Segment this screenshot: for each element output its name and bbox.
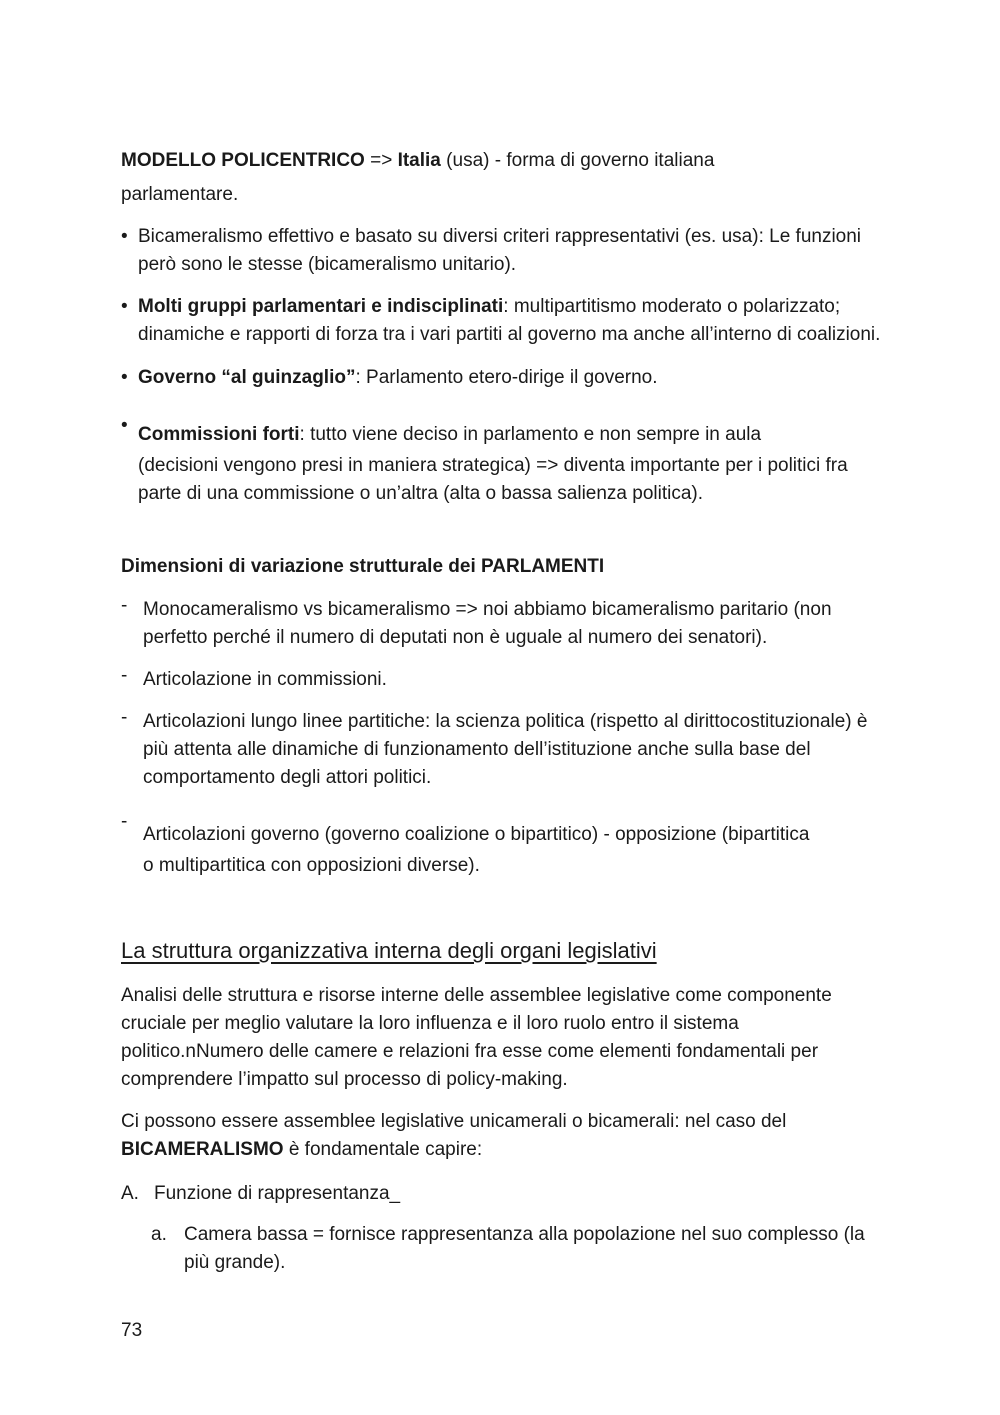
paragraph <box>121 1108 881 1164</box>
dash-text: Articolazione in commissioni. <box>143 669 387 690</box>
dimensions-heading: Dimensioni di variazione strutturale dei PARLAMENTI <box>121 556 605 577</box>
intro-line2: parlamentare. <box>121 184 239 205</box>
list-item <box>121 666 881 694</box>
dash-mark: - <box>121 811 128 832</box>
list-item <box>121 223 881 279</box>
dash-mark: - <box>121 707 128 728</box>
list-item <box>121 811 881 880</box>
bullet-text: Bicameralismo effettivo e basato su diversi criteri rappresentativi (es. usa): Le funzioni però sono le stesse (bicameralismo unitario). <box>138 226 862 275</box>
list-item <box>121 708 881 792</box>
dash-text: Articolazioni lungo linee partitiche: la scienza politica (rispetto al dirittocostituzionale) è più attenta alle dinamiche di funzionamento dell’istituzione anche sulla base del comportamento degli attori politici. <box>143 711 868 788</box>
list-item <box>121 1180 914 1208</box>
bullet-bold: Governo “al guinzaglio” <box>138 367 356 388</box>
bullet-mark: • <box>121 415 128 436</box>
list-marker: a. <box>151 1224 167 1245</box>
list-marker: A. <box>121 1183 139 1204</box>
list-item <box>121 415 881 508</box>
page-number: 73 <box>121 1320 143 1341</box>
list-item <box>121 293 881 349</box>
dash-text-line1: Articolazioni governo (governo coalizione o bipartitico) - opposizione (bipartitica <box>143 824 810 845</box>
paragraph-rest: è fondamentale capire: <box>283 1139 483 1160</box>
bullet-text: : Parlamento etero-dirige il governo. <box>355 367 658 388</box>
bicameralism-term: BICAMERALISMO <box>121 1139 284 1160</box>
list-item <box>121 596 881 652</box>
bullet-list <box>121 223 881 508</box>
dash-mark: - <box>121 595 128 616</box>
intro-paragraph <box>121 145 881 211</box>
bullet-mark: • <box>121 296 128 317</box>
bullet-text: (decisioni vengono presi in maniera strategica) => diventa importante per i politici fra parte di una commissione o un’altra (alta o bassa salienza politica). <box>138 455 848 504</box>
bullet-mark: • <box>121 226 128 247</box>
intro-rest: (usa) - forma di governo italiana <box>440 150 715 171</box>
section-title: La struttura organizzativa interna degli organi legislativi <box>121 938 657 963</box>
model-title: MODELLO POLICENTRICO <box>121 150 365 171</box>
dash-mark: - <box>121 665 128 686</box>
country-name: Italia <box>397 150 441 171</box>
list-item-text: Camera bassa = fornisce rappresentanza alla popolazione nel suo complesso (la più grande). <box>184 1224 865 1273</box>
bullet-text-line1: : tutto viene deciso in parlamento e non sempre in aula <box>299 424 762 445</box>
list-item <box>121 1221 884 1277</box>
dash-text-line2: o multipartitica con opposizioni diverse). <box>143 855 480 876</box>
paragraph: Analisi delle struttura e risorse interne delle assemblee legislative come componente cruciale per meglio valutare la loro influenza e il loro ruolo entro il sistema politico.nNumero delle camere e relazioni fra esse come elementi fondamentali per comprendere l’impatto sul processo di policy-making. <box>121 985 832 1090</box>
bullet-mark: • <box>121 367 128 388</box>
arrow-text: => <box>364 150 398 171</box>
dash-text: Monocameralismo vs bicameralismo => noi abbiamo bicameralismo paritario (non perfetto perché il numero di deputati non è uguale al numero dei senatori). <box>143 599 832 648</box>
dash-list <box>121 596 881 880</box>
bullet-bold: Commissioni forti <box>138 424 300 445</box>
paragraph-text: Ci possono essere assemblee legislative unicamerali o bicamerali: nel caso del <box>121 1111 787 1132</box>
bullet-bold: Molti gruppi parlamentari e indisciplinati <box>138 296 504 317</box>
list-item <box>121 364 881 392</box>
list-item-text: Funzione di rappresentanza_ <box>154 1183 401 1204</box>
bullet-text: : multipartitismo moderato o polarizzato; dinamiche e rapporti di forza tra i vari partiti al governo ma anche all’interno di coalizioni. <box>138 296 881 345</box>
